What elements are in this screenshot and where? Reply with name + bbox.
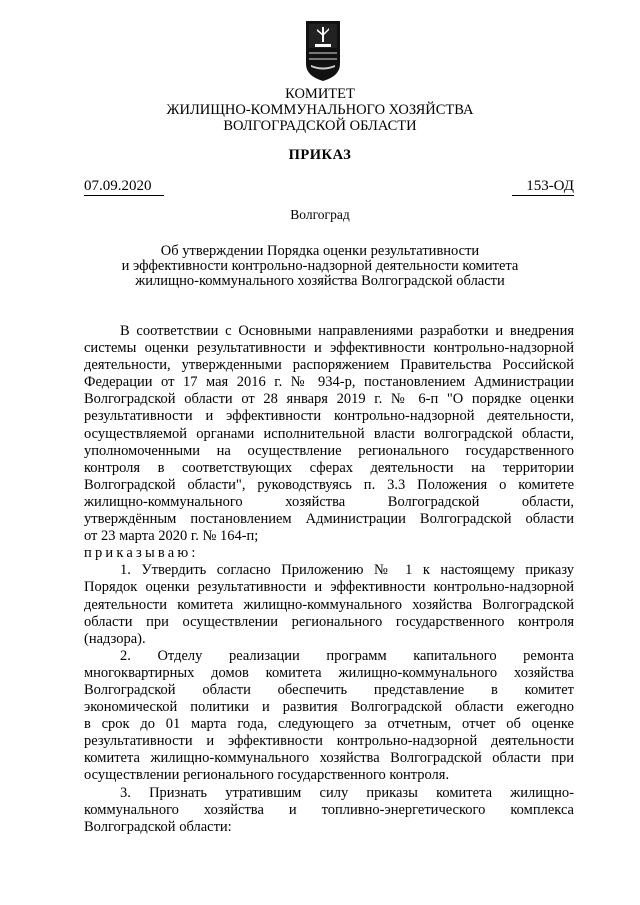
item3-line: коммунального хозяйства и топливно-энергетического комплекса [84,801,574,818]
preamble-line: от 23 марта 2020 г. № 164-п; [84,528,259,545]
item2-line: комитета жилищно-коммунального хозяйства Волгоградской области при [84,750,574,767]
item2-line: результативности и эффективности контрольно-надзорной деятельности [84,733,574,750]
item2-line: в срок до 01 марта года, следующего за отчетным, отчет об оценке [84,716,574,733]
item1-line: области при осуществлении регионального государственного контроля [84,613,574,630]
preamble-line: Волгоградской области", руководствуясь п. 3.3 Положения о комитете [84,476,574,493]
item2-line: Волгоградской области обеспечить представление в комитет [84,681,574,698]
preamble-line: жилищно-коммунального хозяйства Волгоградской области, [84,493,574,510]
document-body [84,323,574,836]
item1-line: (надзора). [84,630,146,647]
item1-line: Порядок оценки результативности и эффективности контрольно-надзорной [84,579,574,596]
subject-line: и эффективности контрольно-надзорной деятельности комитета [121,258,519,274]
preamble-line: В соответствии с Основными направлениями разработки и внедрения [120,323,574,339]
document-type-title: ПРИКАЗ [288,147,352,163]
header-region: ВОЛГОГРАДСКОЙ ОБЛАСТИ [223,118,417,134]
subject-line: жилищно-коммунального хозяйства Волгоградской области [135,273,505,289]
header-committee-name: ЖИЛИЩНО-КОММУНАЛЬНОГО ХОЗЯЙСТВА [166,102,474,118]
subject-line: Об утверждении Порядка оценки результативности [160,243,480,259]
preamble-line: Волгоградской области от 28 января 2019 г. № 6-п "О порядке оценки [84,391,574,408]
preamble-line: деятельности, утвержденными распоряжением Правительства Российской [84,357,574,374]
item2-line: 2. Отделу реализации программ капитального ремонта [120,647,574,664]
item3-line: 3. Признать утратившим силу приказы комитета жилищно- [120,784,574,801]
preamble-line: уполномоченными на осуществление регионального государственного [84,442,574,459]
order-number: 153-ОД [512,178,574,196]
order-date: 07.09.2020 [84,178,164,196]
preamble-line: утверждённым постановлением Администрации Волгоградской области [84,511,574,528]
preamble-line: результативности и эффективности контрольно-надзорной деятельности, [84,408,574,425]
city-name: Волгоград [290,207,350,222]
volgograd-coat-of-arms-icon [305,20,341,82]
preamble-line: Федерации от 17 мая 2016 г. № 934-р, постановлением Администрации [84,374,574,391]
preamble-line: контроля в соответствующих сферах деятельности на территории [84,459,574,476]
item2-line: осуществлении регионального государственного контроля. [84,767,450,784]
header-committee: КОМИТЕТ [285,86,355,102]
item2-line: многоквартирных домов комитета жилищно-коммунального хозяйства [84,664,574,681]
preamble-line: осуществляемой органами исполнительной власти волгоградской области, [84,425,574,442]
item1-line: деятельности комитета жилищно-коммунального хозяйства Волгоградской [84,596,574,613]
item1-line: 1. Утвердить согласно Приложению № 1 к настоящему приказу [120,562,574,579]
preamble-line: системы оценки результативности и эффективности контрольно-надзорной [84,340,574,357]
item3-line: Волгоградской области: [84,818,232,835]
decree-word: приказываю: [84,545,199,562]
item2-line: экономической политики и развития Волгоградской области ежегодно [84,699,574,716]
